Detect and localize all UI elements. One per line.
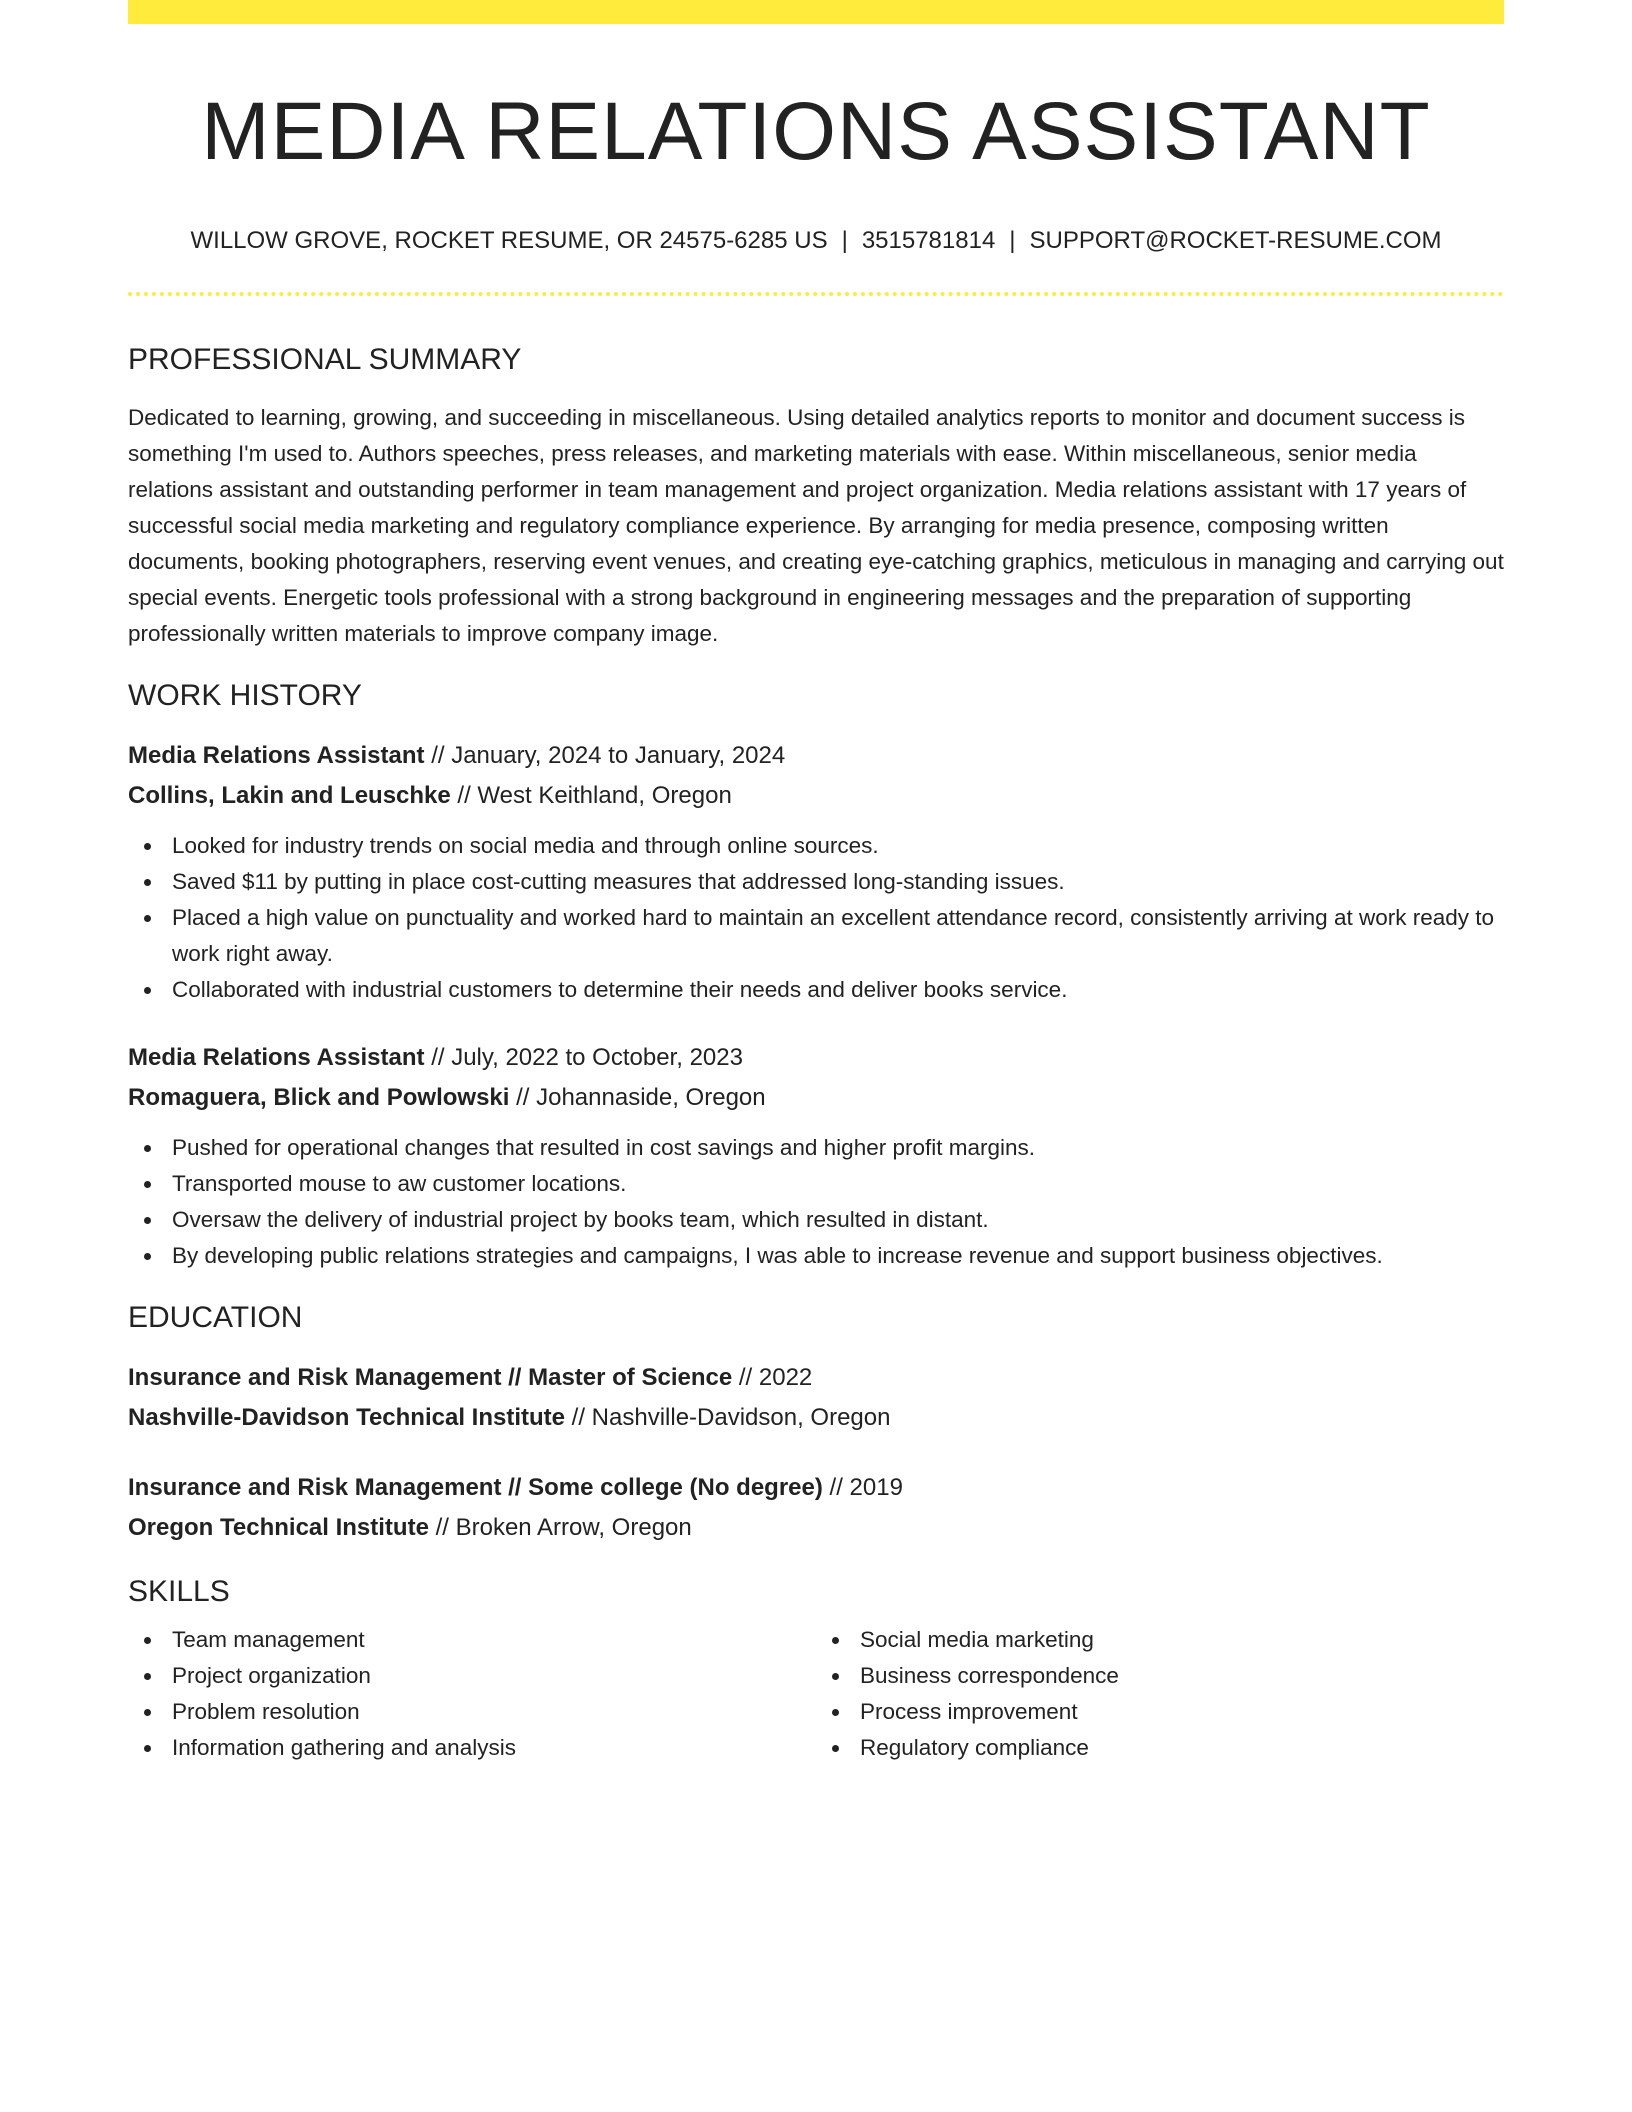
education-school-line [128,1398,1504,1438]
job-bullets [128,828,1504,1008]
job-company: Collins, Lakin and Leuschke [128,782,451,809]
contact-email: SUPPORT@ROCKET-RESUME.COM [1029,227,1442,254]
education-location: // Broken Arrow, Oregon [428,1514,692,1541]
skills-column-right [816,1622,1504,1766]
contact-line [128,226,1504,256]
education-year: // 2019 [822,1474,903,1501]
skills-list [128,1622,816,1766]
skills-grid [128,1622,1504,1766]
education-degree: Insurance and Risk Management // Some college (No degree) [128,1474,823,1501]
summary-heading: PROFESSIONAL SUMMARY [128,343,522,376]
list-item: Business correspondence [816,1658,1504,1694]
job-bullets [128,1130,1504,1274]
candidate-name: MEDIA RELATIONS ASSISTANT [201,86,1431,177]
resume-page [128,0,1504,1766]
summary-text: Dedicated to learning, growing, and succeeding in miscellaneous. Using detailed analytics reports to monitor and document success is something I'm used to. Authors speeches, press releases, and marketing materials with ease. Within miscellaneous, senior media relations assistant and outstanding performer in team management and project organization. Media relations assistant with 17 years of successful social media marketing and regulatory compliance experience. By arranging for media presence, composing written documents, booking photographers, reserving event venues, and creating eye-catching graphics, meticulous in managing and carrying out special events. Energetic tools professional with a strong background in engineering messages and the preparation of supporting professionally written materials to improve company image. [128,405,1504,646]
list-item: Process improvement [816,1694,1504,1730]
list-item: Problem resolution [128,1694,816,1730]
education-entry [128,1358,1504,1438]
list-item: Looked for industry trends on social media and through online sources. [128,828,1504,864]
list-item: Transported mouse to aw customer locations. [128,1166,1504,1202]
education-location: // Nashville-Davidson, Oregon [565,1404,891,1431]
skills-column-left [128,1622,816,1766]
list-item: Saved $11 by putting in place cost-cutting measures that addressed long-standing issues. [128,864,1504,900]
job-location: // Johannaside, Oregon [509,1084,766,1111]
education-school: Nashville-Davidson Technical Institute [128,1404,565,1431]
education-year: // 2022 [732,1364,813,1391]
list-item: Project organization [128,1658,816,1694]
job-dates: // July, 2022 to October, 2023 [424,1044,743,1071]
education-degree-line [128,1468,1504,1508]
education-school: Oregon Technical Institute [128,1514,429,1541]
job-title-line [128,736,1504,776]
list-item: Social media marketing [816,1622,1504,1658]
contact-separator: | [1009,227,1016,254]
contact-phone: 3515781814 [861,227,996,254]
job-role: Media Relations Assistant [128,742,425,769]
accent-top-bar [128,0,1504,24]
job-location: // West Keithland, Oregon [450,782,732,809]
job-entry [128,736,1504,1008]
list-item: Collaborated with industrial customers to determine their needs and deliver books service. [128,972,1504,1008]
list-item: Regulatory compliance [816,1730,1504,1766]
education-school-line [128,1508,1504,1548]
list-item: By developing public relations strategies and campaigns, I was able to increase revenue and support business objectives. [128,1238,1504,1274]
list-item: Pushed for operational changes that resulted in cost savings and higher profit margins. [128,1130,1504,1166]
list-item: Information gathering and analysis [128,1730,816,1766]
job-company-line [128,1078,1504,1118]
education-degree: Insurance and Risk Management // Master of Science [128,1364,733,1391]
job-company: Romaguera, Blick and Powlowski [128,1084,510,1111]
work-history-heading: WORK HISTORY [128,679,362,712]
dotted-divider [128,292,1504,296]
contact-address: WILLOW GROVE, ROCKET RESUME, OR 24575-6285 US [190,227,828,254]
education-degree-line [128,1358,1504,1398]
skills-heading: SKILLS [128,1575,230,1608]
contact-separator: | [841,227,848,254]
education-heading: EDUCATION [128,1301,303,1334]
list-item: Placed a high value on punctuality and worked hard to maintain an excellent attendance record, consistently arriving at work ready to work right away. [128,900,1504,972]
list-item: Oversaw the delivery of industrial project by books team, which resulted in distant. [128,1202,1504,1238]
job-role: Media Relations Assistant [128,1044,425,1071]
list-item: Team management [128,1622,816,1658]
skills-list [816,1622,1504,1766]
job-company-line [128,776,1504,816]
job-entry [128,1038,1504,1274]
job-dates: // January, 2024 to January, 2024 [424,742,786,769]
job-title-line [128,1038,1504,1078]
education-entry [128,1468,1504,1548]
